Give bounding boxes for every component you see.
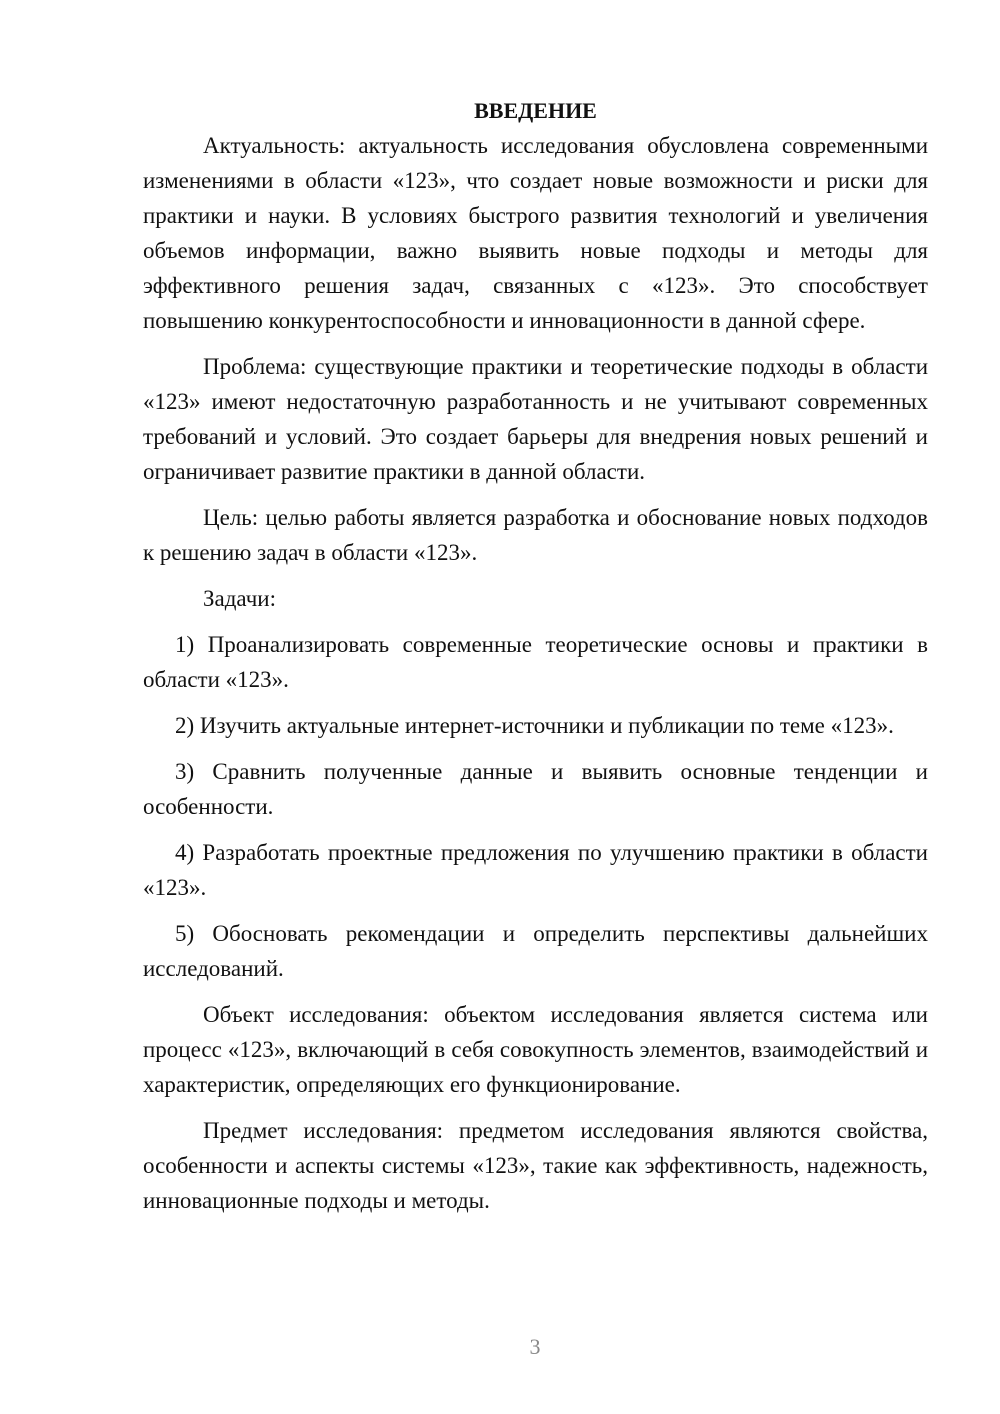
section-title: ВВЕДЕНИЕ bbox=[474, 98, 597, 123]
paragraph-relevance: Актуальность: актуальность исследования обусловлена современными изменениями в области «123», что создает новые возможности и риски для практики и науки. В условиях быстрого развития технологий и увеличения объемов информации, важно выявить новые подходы и методы для эффективного решения задач, связанных с «123». Это способствует повышению конкурентоспособности и инновационности в данной сфере. bbox=[143, 133, 928, 333]
paragraph-goal: Цель: целью работы является разработка и обоснование новых подходов к решению задач в области «123». bbox=[143, 505, 928, 565]
task-item-3: 3) Сравнить полученные данные и выявить основные тенденции и особенности. bbox=[143, 759, 928, 819]
task-item-2: 2) Изучить актуальные интернет-источники и публикации по теме «123». bbox=[175, 713, 894, 738]
paragraph-object: Объект исследования: объектом исследования является система или процесс «123», включающий в себя совокупность элементов, взаимодействий и характеристик, определяющих его функционирование. bbox=[143, 1002, 928, 1097]
paragraph-problem: Проблема: существующие практики и теоретические подходы в области «123» имеют недостаточную разработанность и не учитывают современных требований и условий. Это создает барьеры для внедрения новых решений и ограничивает развитие практики в данной области. bbox=[143, 354, 928, 484]
task-item-5: 5) Обосновать рекомендации и определить перспективы дальнейших исследований. bbox=[143, 921, 928, 981]
paragraph-tasks-heading: Задачи: bbox=[203, 586, 276, 611]
task-item-4: 4) Разработать проектные предложения по улучшению практики в области «123». bbox=[143, 840, 928, 900]
paragraph-subject: Предмет исследования: предметом исследования являются свойства, особенности и аспекты системы «123», такие как эффективность, надежность, инновационные подходы и методы. bbox=[143, 1118, 928, 1213]
page-content bbox=[143, 93, 928, 1218]
page-number: 3 bbox=[529, 1334, 541, 1359]
task-item-1: 1) Проанализировать современные теоретические основы и практики в области «123». bbox=[143, 632, 928, 692]
